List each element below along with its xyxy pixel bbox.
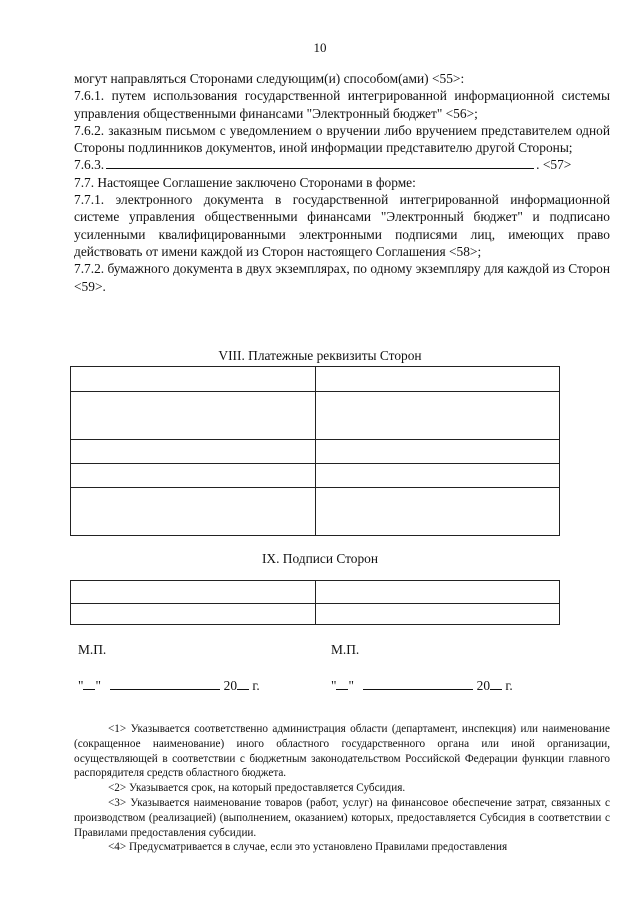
footnote-2: <2> Указывается срок, на который предоставляется Субсидия. — [108, 782, 406, 795]
section-8-title: VIII. Платежные реквизиты Сторон — [218, 348, 422, 363]
footnote-3: <3> Указывается наименование товаров (работ, услуг) на финансовое обеспечение затрат, связанных с производством (реализацией) (выполнением, оказанием) которых, предоставляется Субсидия в соответствии с Правилами предоставления субсидии. — [74, 796, 610, 839]
day-blank — [336, 678, 348, 690]
signatures-row — [71, 604, 560, 625]
table-cell — [315, 440, 560, 464]
table-cell — [71, 367, 316, 392]
paragraph-7-6-3 — [74, 156, 610, 173]
item-7-6-3-suffix: . <57> — [536, 157, 572, 173]
agreement-body-text — [74, 70, 610, 295]
paragraph-7-7: 7.7. Настоящее Соглашение заключено Сторонами в форме: — [74, 174, 416, 190]
year-prefix: 20 — [223, 678, 238, 693]
year-blank — [237, 678, 249, 690]
payment-details-row — [71, 440, 560, 464]
signatures-row — [71, 581, 560, 604]
date-quote-open: " — [78, 678, 84, 693]
right-date-line — [331, 678, 513, 694]
table-cell — [315, 581, 560, 604]
payment-details-table — [70, 366, 560, 536]
payment-details-row — [71, 392, 560, 440]
paragraph-7-6-intro: могут направляться Сторонами следующим(и) способом(ами) <55>: — [74, 71, 465, 86]
year-suffix: г. — [505, 678, 513, 693]
date-quote-open: " — [331, 678, 337, 693]
paragraph-7-7-2: 7.7.2. бумажного документа в двух экземплярах, по одному экземпляру для каждой из Сторон <59>. — [74, 261, 610, 294]
table-cell — [71, 581, 316, 604]
item-7-6-3-number: 7.6.3. — [74, 157, 105, 173]
year-suffix: г. — [252, 678, 260, 693]
right-seal-label: М.П. — [331, 642, 360, 657]
left-date-line — [78, 678, 260, 694]
paragraph-7-6-1: 7.6.1. путем использования государственной интегрированной информационной системы управления общественными финансами "Электронный бюджет" <56>; — [74, 88, 610, 121]
table-cell — [71, 488, 316, 536]
paragraph-7-6-2: 7.6.2. заказным письмом с уведомлением о вручении либо вручением представителем одной Стороны подлинников документов, иной информации представителю другой Стороны; — [74, 122, 610, 156]
table-cell — [71, 604, 316, 625]
table-cell — [315, 488, 560, 536]
year-prefix: 20 — [476, 678, 491, 693]
payment-details-row — [71, 367, 560, 392]
table-cell — [71, 392, 316, 440]
date-quote-close: " — [348, 678, 354, 693]
payment-details-row — [71, 488, 560, 536]
table-cell — [71, 440, 316, 464]
signatures-table — [70, 580, 560, 625]
month-blank — [110, 678, 220, 690]
footnote-4: <4> Предусматривается в случае, если это установлено Правилами предоставления — [108, 841, 508, 854]
table-cell — [315, 604, 560, 625]
year-blank — [490, 678, 502, 690]
table-cell — [315, 367, 560, 392]
left-seal-label: М.П. — [78, 642, 107, 657]
table-cell — [315, 392, 560, 440]
footnotes — [74, 722, 610, 855]
payment-details-row — [71, 464, 560, 488]
paragraph-7-7-1: 7.7.1. электронного документа в государственной интегрированной информационной системе управления общественными финансами "Электронный бюджет" и подписано усиленными квалифицированными электронными подписями лиц, имеющих право действовать от имени каждой из Сторон настоящего Соглашения <58>; — [74, 192, 610, 259]
footnote-1: <1> Указывается соответственно администрация области (департамент, инспекция) или наименование (сокращенное наименование) иного областного государственного органа или иной организации, осуществляющей в соответствии с бюджетным законодательством Российской Федерации функции главного распорядителя средств областного бюджета. — [74, 723, 610, 780]
section-9-title: IX. Подписи Сторон — [261, 551, 379, 566]
month-blank — [363, 678, 473, 690]
page-number: 10 — [313, 40, 327, 55]
item-7-6-3-blank-line — [106, 156, 534, 169]
date-quote-close: " — [95, 678, 101, 693]
table-cell — [71, 464, 316, 488]
day-blank — [83, 678, 95, 690]
table-cell — [315, 464, 560, 488]
